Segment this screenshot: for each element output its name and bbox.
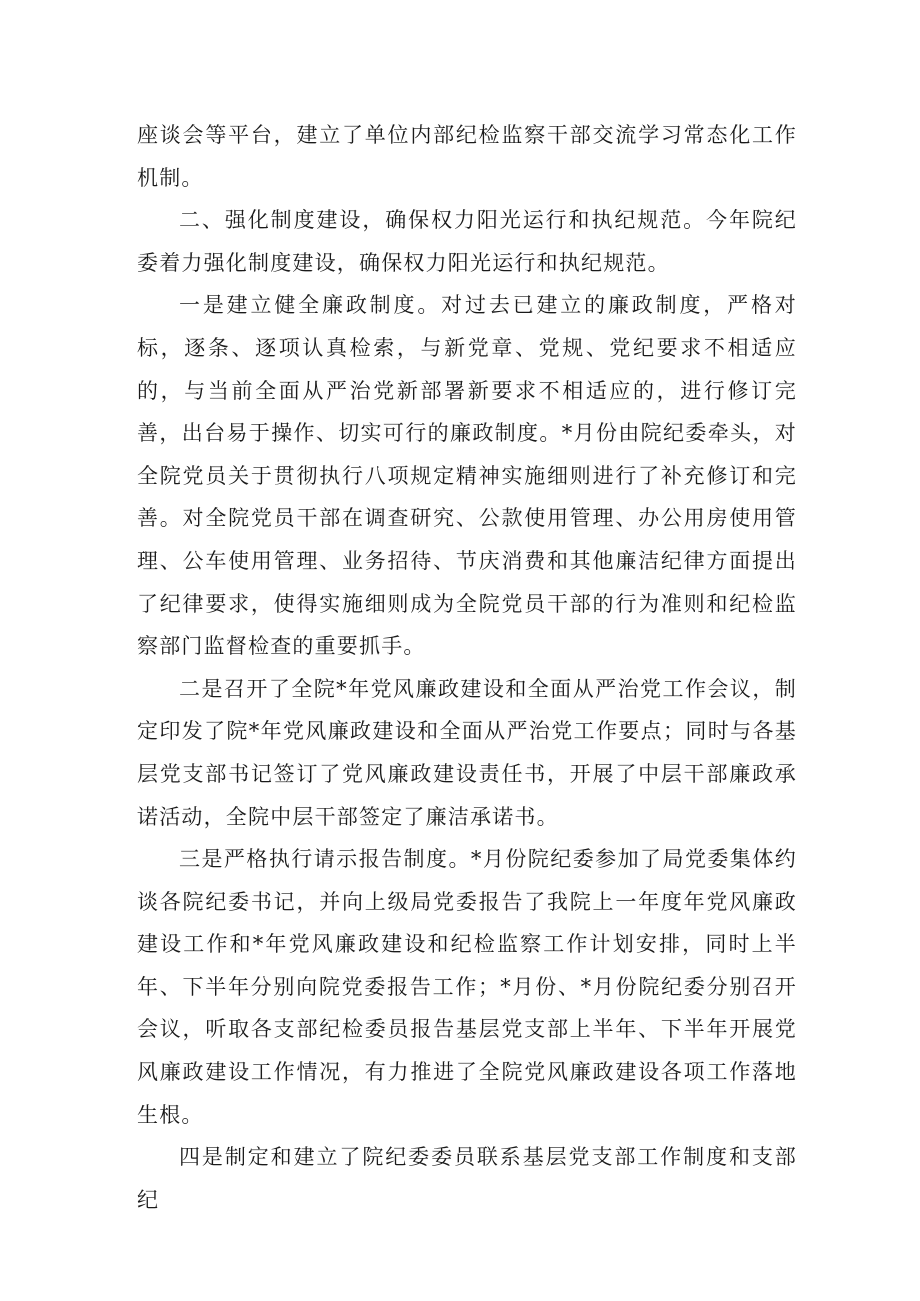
paragraph-3: 一是建立健全廉政制度。对过去已建立的廉政制度，严格对标，逐条、逐项认真检索，与新党章、党规、党纪要求不相适应的，与当前全面从严治党新部署新要求不相适应的，进行修订完善，出台易于操作、切实可行的廉政制度。*月份由院纪委牵头，对全院党员关于贯彻执行八项规定精神实施细则进行了补充修订和完善。对全院党员干部在调查研究、公款使用管理、办公用房使用管理、公车使用管理、业务招待、节庆消费和其他廉洁纪律方面提出了纪律要求，使得实施细则成为全院党员干部的行为准则和纪检监察部门监督检查的重要抓手。 [137,293,797,659]
paragraph-4: 二是召开了全院*年党风廉政建设和全面从严治党工作会议，制定印发了院*年党风廉政建设和全面从严治党工作要点；同时与各基层党支部书记签订了党风廉政建设责任书，开展了中层干部廉政承诺活动，全院中层干部签定了廉洁承诺书。 [137,676,797,829]
document-body [137,114,797,1221]
paragraph-1: 座谈会等平台，建立了单位内部纪检监察干部交流学习常态化工作机制。 [137,123,797,190]
paragraph-2: 二、强化制度建设，确保权力阳光运行和执纪规范。今年院纪委着力强化制度建设，确保权力阳光运行和执纪规范。 [137,208,797,275]
paragraph-6: 四是制定和建立了院纪委委员联系基层党支部工作制度和支部纪 [137,1145,797,1212]
paragraph-5: 三是严格执行请示报告制度。*月份院纪委参加了局党委集体约谈各院纪委书记，并向上级局党委报告了我院上一年度年党风廉政建设工作和*年党风廉政建设和纪检监察工作计划安排，同时上半年、下半年分别向院党委报告工作；*月份、*月份院纪委分别召开会议，听取各支部纪检委员报告基层党支部上半年、下半年开展党风廉政建设工作情况，有力推进了全院党风廉政建设各项工作落地生根。 [137,847,797,1127]
